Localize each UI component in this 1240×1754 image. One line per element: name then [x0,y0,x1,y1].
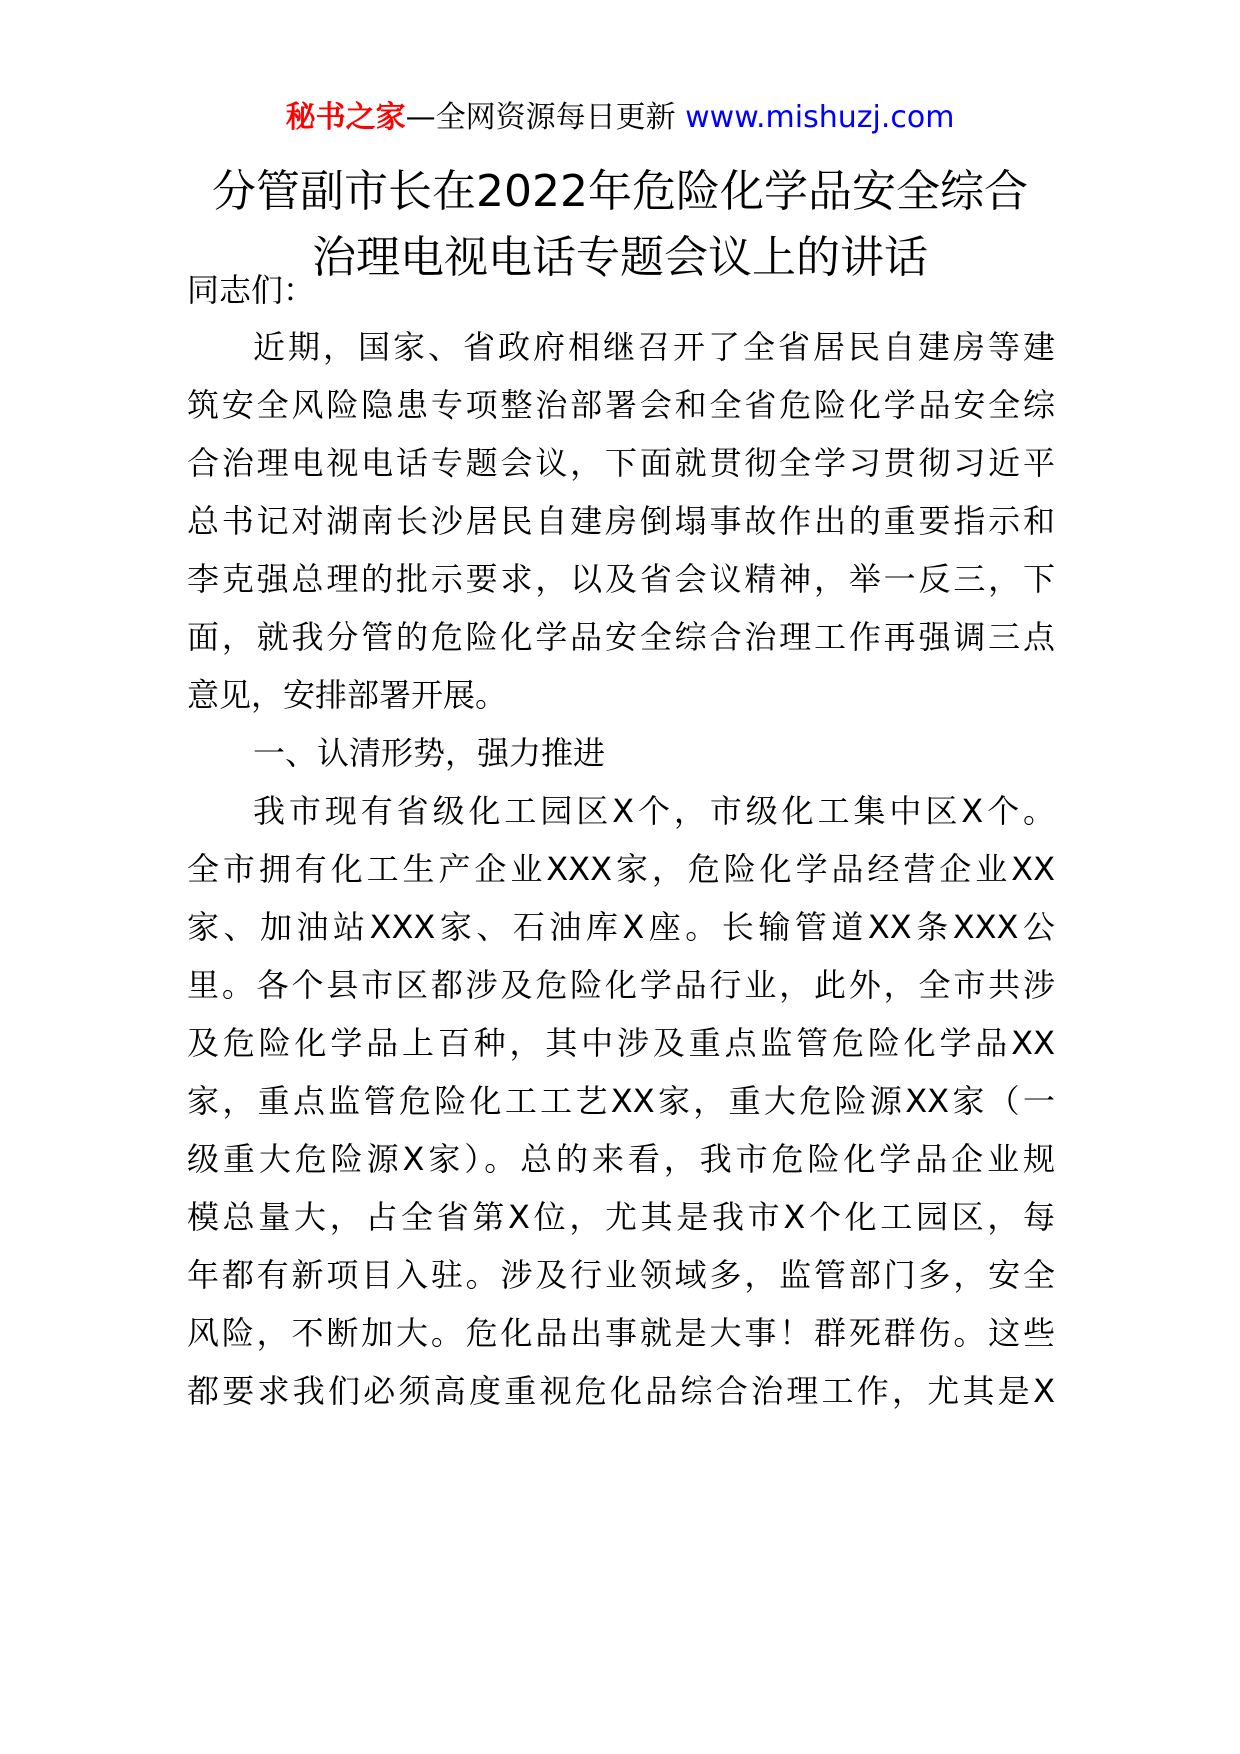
body-line: 近期，国家、省政府相继召开了全省居民自建房等建 [253,328,1055,366]
document-title-line-2: 治理电视电话专题会议上的讲话 [312,232,928,283]
body-line: 家、加油站XXX家、石油库X座。长输管道XX条XXX公 [187,908,1055,946]
body-line: 里。各个县市区都涉及危险化学品行业，此外，全市共涉 [187,966,1055,1004]
body-line: 我市现有省级化工园区X个，市级化工集中区X个。 [253,792,1055,830]
body-line: 模总量大，占全省第X位，尤其是我市X个化工园区，每 [187,1198,1055,1236]
body-line: 全市拥有化工生产企业XXX家，危险化学品经营企业XX [187,850,1055,888]
body-line: 及危险化学品上百种，其中涉及重点监管危险化学品XX [187,1024,1055,1062]
site-header [0,98,1240,138]
header-tagline: —全网资源每日更新 [405,100,676,135]
body-line: 都要求我们必须高度重视危化品综合治理工作，尤其是X [187,1372,1055,1410]
brand-name: 秘书之家 [285,100,406,135]
body-line: 家，重点监管危险化工工艺XX家，重大危险源XX家（一 [187,1082,1055,1120]
site-url-link[interactable]: www.mishuzj.com [685,100,955,135]
body-line: 年都有新项目入驻。涉及行业领域多，监管部门多，安全 [187,1256,1055,1294]
section-heading: 一、认清形势，强力推进 [253,734,606,772]
body-line: 面，就我分管的危险化学品安全综合治理工作再强调三点 [187,618,1055,656]
body-line: 级重大危险源X家）。总的来看，我市危险化学品企业规 [187,1140,1055,1178]
body-line: 风险，不断加大。危化品出事就是大事！群死群伤。这些 [187,1314,1055,1352]
body-line: 合治理电视电话专题会议，下面就贯彻全学习贯彻习近平 [187,444,1055,482]
body-line: 意见，安排部署开展。 [187,676,508,714]
body-line: 总书记对湖南长沙居民自建房倒塌事故作出的重要指示和 [187,502,1055,540]
document-title-line-1: 分管副市长在2022年危险化学品安全综合 [212,166,1028,217]
body-line: 筑安全风险隐患专项整治部署会和全省危险化学品安全综 [187,386,1055,424]
body-line: 李克强总理的批示要求，以及省会议精神，举一反三，下 [187,560,1055,598]
salutation: 同志们： [187,271,316,309]
